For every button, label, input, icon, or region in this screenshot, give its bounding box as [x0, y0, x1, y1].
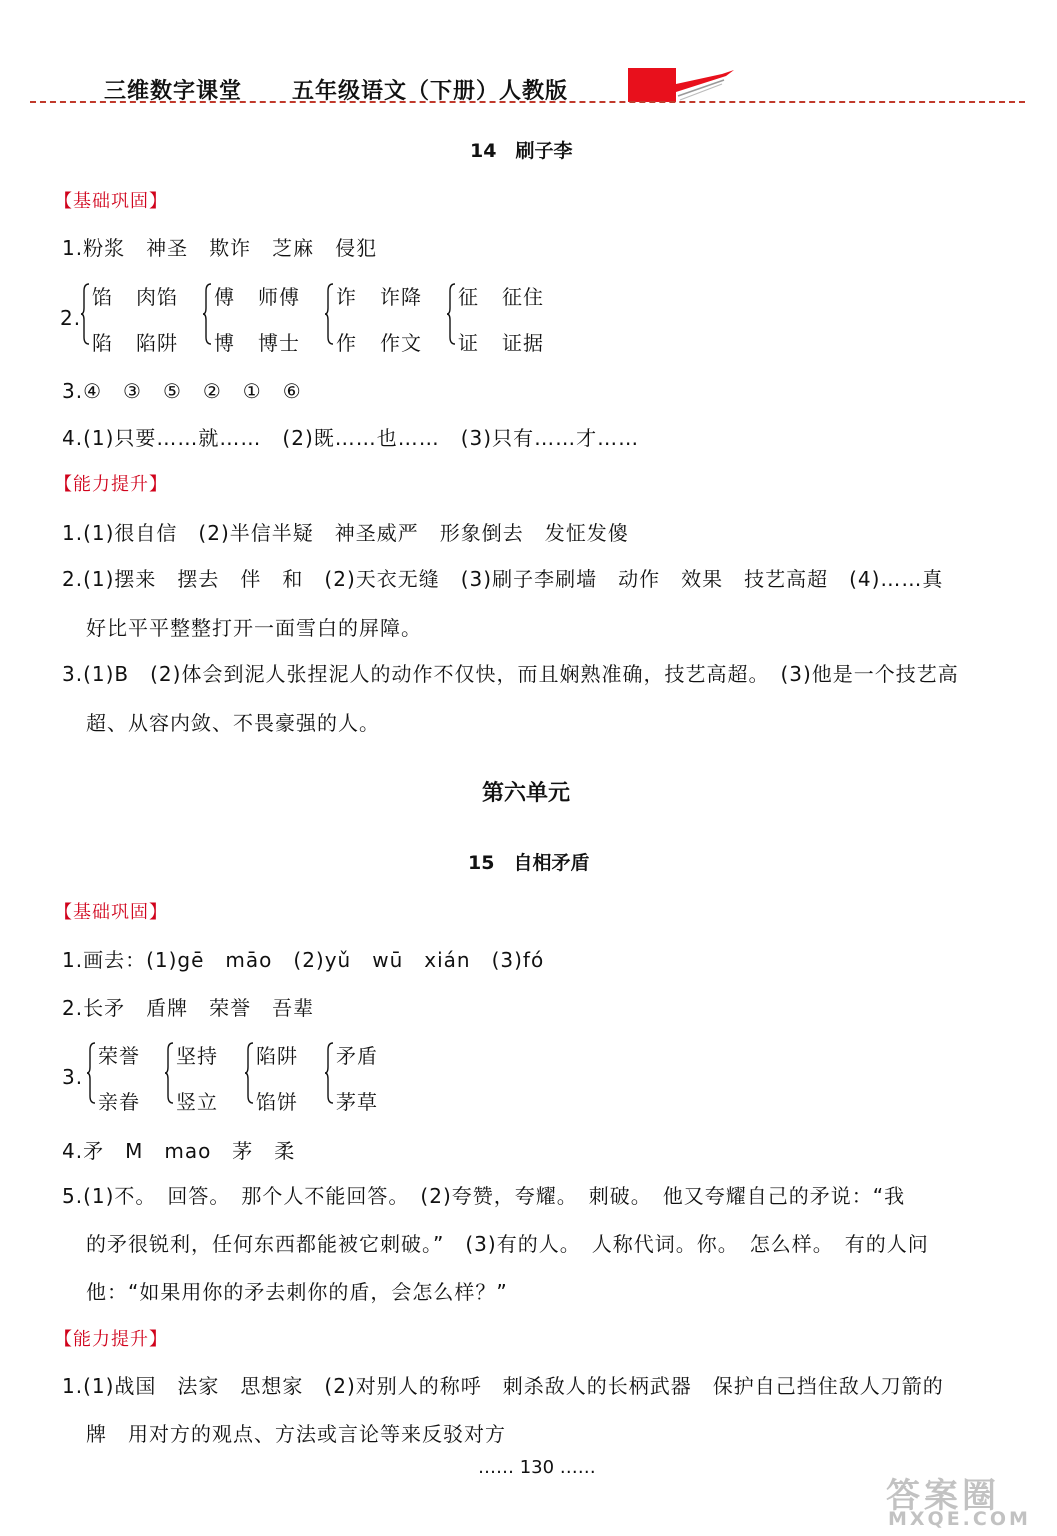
unit6-title: 第六单元	[482, 781, 571, 806]
lesson15-q5-line3: 他：“如果用你的矛去刺你的盾，会怎么样？”	[86, 1280, 508, 1304]
lesson15-q3-group-4: 矛盾 茅草	[324, 1042, 394, 1108]
brace-icon	[80, 283, 90, 345]
header-series: 三维数字课堂	[104, 79, 243, 104]
lesson14-q4: 4.(1)只要……就…… (2)既……也…… (3)只有……才……	[62, 426, 640, 450]
watermark-text-main: 答案圈	[886, 1476, 1000, 1516]
lesson15-q3-group-1: 荣誉 亲眷	[86, 1042, 156, 1108]
lesson14-q2-group-4: 征 征住 证 证据	[446, 283, 566, 349]
lesson14-q2-group-2: 傅 师傅 博 博士	[202, 283, 322, 349]
lesson15-title: 15 自相矛盾	[468, 852, 590, 874]
lesson14-a3-line2: 超、从容内敛、不畏豪强的人。	[86, 711, 380, 735]
lesson14-a1: 1.(1)很自信 (2)半信半疑 神圣威严 形象倒去 发怔发傻	[62, 521, 629, 545]
brace-icon	[244, 1042, 254, 1104]
rocket-logo-icon	[626, 66, 738, 106]
watermark-text-url: MXQE.COM	[888, 1508, 1031, 1530]
watermark	[880, 1468, 1045, 1530]
lesson15-q4: 4.矛 M mao 茅 柔	[62, 1139, 296, 1163]
brace-icon	[446, 283, 456, 345]
lesson15-q1: 1.画去：(1)gē māo (2)yǔ wū xián (3)fó	[62, 948, 545, 972]
lesson15-a1-line2: 牌 用对方的观点、方法或言论等来反驳对方	[86, 1422, 506, 1446]
lesson14-q2-group-1: 馅 肉馅 陷 陷阱	[80, 283, 200, 349]
lesson14-basic-tag: 【基础巩固】	[54, 191, 168, 212]
lesson14-a2-line2: 好比平平整整打开一面雪白的屏障。	[86, 616, 422, 640]
lesson15-basic-tag: 【基础巩固】	[54, 902, 168, 923]
lesson14-q2-label: 2.	[60, 306, 82, 330]
header-book: 五年级语文（下册）人教版	[292, 79, 569, 104]
lesson15-q2: 2.长矛 盾牌 荣誉 吾辈	[62, 996, 315, 1020]
lesson14-title: 14 刷子李	[470, 140, 573, 162]
lesson14-a2-line1: 2.(1)摆来 摆去 伴 和 (2)天衣无缝 (3)刷子李刷墙 动作 效果 技艺高超 (4)……真	[62, 567, 944, 591]
lesson14-a3-line1: 3.(1)B (2)体会到泥人张捏泥人的动作不仅快，而且娴熟准确，技艺高超。 (3)他是一个技艺高	[62, 662, 959, 686]
lesson14-q1: 1.粉浆 神圣 欺诈 芝麻 侵犯	[62, 236, 378, 260]
lesson14-q2-group-3: 诈 诈降 作 作文	[324, 283, 444, 349]
lesson14-q3: 3.④ ③ ⑤ ② ① ⑥	[62, 379, 302, 403]
lesson15-q3-label: 3.	[62, 1065, 84, 1089]
lesson15-a1-line1: 1.(1)战国 法家 思想家 (2)对别人的称呼 刺杀敌人的长柄武器 保护自己挡住敌人刀箭的	[62, 1374, 944, 1398]
header-divider	[30, 101, 1025, 103]
brace-icon	[164, 1042, 174, 1104]
brace-icon	[202, 283, 212, 345]
lesson15-q3-group-2: 坚持 竖立	[164, 1042, 234, 1108]
brace-icon	[324, 283, 334, 345]
brace-icon	[324, 1042, 334, 1104]
lesson14-advance-tag: 【能力提升】	[54, 474, 168, 495]
page-number: …… 130 ……	[478, 1457, 596, 1478]
lesson15-q5-line2: 的矛很锐利，任何东西都能被它刺破。” (3)有的人。 人称代词。你。 怎么样。 有的人问	[86, 1232, 929, 1256]
brace-icon	[86, 1042, 96, 1104]
lesson15-q3-group-3: 陷阱 馅饼	[244, 1042, 314, 1108]
lesson15-advance-tag: 【能力提升】	[54, 1329, 168, 1350]
lesson15-q5-line1: 5.(1)不。 回答。 那个人不能回答。 (2)夸赞，夸耀。 刺破。 他又夸耀自己的矛说：“我	[62, 1184, 906, 1208]
